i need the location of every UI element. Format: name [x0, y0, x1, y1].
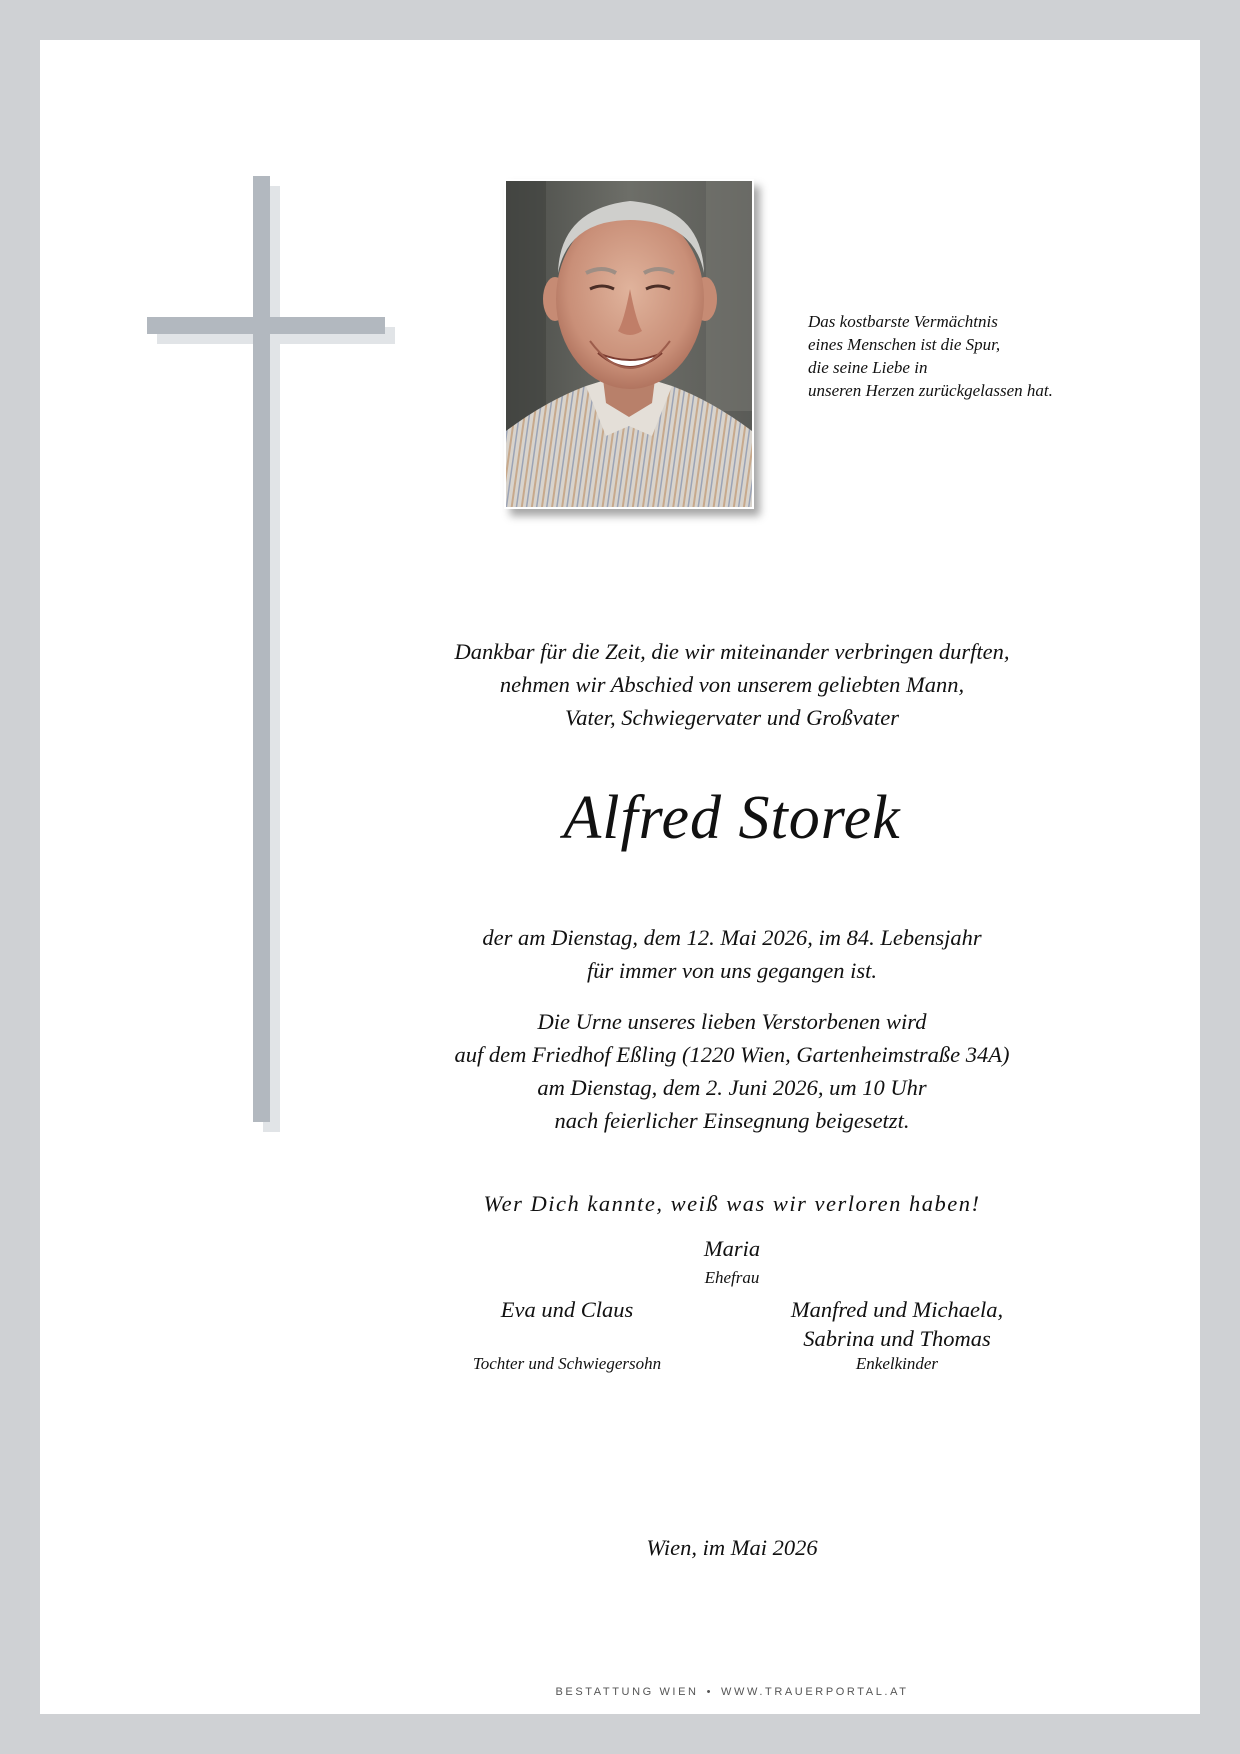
quote-line: die seine Liebe in — [808, 358, 928, 377]
mourner-main-name: Maria — [703, 1236, 761, 1261]
cross-beam-horizontal — [147, 317, 385, 334]
quote-line: Das kostbarste Vermächtnis — [808, 312, 998, 331]
portrait-illustration — [506, 181, 752, 507]
footer-company: BESTATTUNG WIEN — [555, 1686, 699, 1698]
motto: Wer Dich kannte, weiß was wir verloren haben! — [483, 1191, 981, 1216]
mourner-right-names — [727, 1295, 1067, 1353]
burial-line: am Dienstag, dem 2. Juni 2026, um 10 Uhr — [537, 1075, 927, 1100]
deceased-name: Alfred Storek — [563, 784, 901, 852]
quote-line: eines Menschen ist die Spur, — [808, 335, 1001, 354]
mourner-right-name-line: Sabrina und Thomas — [803, 1326, 991, 1351]
death-line: der am Dienstag, dem 12. Mai 2026, im 84. Lebensjahr — [482, 925, 982, 950]
mourner-right-name-line: Manfred und Michaela, — [790, 1297, 1004, 1322]
mourner-left-names — [397, 1295, 737, 1324]
portrait-photo — [504, 179, 754, 509]
intro-line: nehmen wir Abschied von unserem geliebten Mann, — [499, 672, 965, 697]
quote-line: unseren Herzen zurückgelassen hat. — [808, 381, 1053, 400]
mourner-right-role: Enkelkinder — [855, 1354, 939, 1373]
burial-line: nach feierlicher Einsegnung beigesetzt. — [554, 1108, 910, 1133]
mourner-main-role: Ehefrau — [704, 1268, 760, 1287]
mourner-left-name-line: Eva und Claus — [500, 1297, 634, 1322]
death-notice — [332, 921, 1132, 987]
burial-line: Die Urne unseres lieben Verstorbenen wird — [537, 1009, 927, 1034]
burial-line: auf dem Friedhof Eßling (1220 Wien, Gartenheimstraße 34A) — [454, 1042, 1010, 1067]
place-date: Wien, im Mai 2026 — [646, 1535, 818, 1560]
burial-notice — [332, 1005, 1132, 1137]
mourner-left-role: Tochter und Schwiegersohn — [472, 1354, 662, 1373]
intro-text — [332, 635, 1132, 734]
death-line: für immer von uns gegangen ist. — [587, 958, 877, 983]
footer-separator: • — [706, 1686, 714, 1698]
memorial-quote — [808, 310, 1053, 402]
footer — [332, 1686, 1132, 1698]
footer-website: WWW.TRAUERPORTAL.AT — [721, 1686, 909, 1698]
intro-line: Vater, Schwiegervater und Großvater — [564, 705, 900, 730]
intro-line: Dankbar für die Zeit, die wir miteinander verbringen durften, — [454, 639, 1010, 664]
